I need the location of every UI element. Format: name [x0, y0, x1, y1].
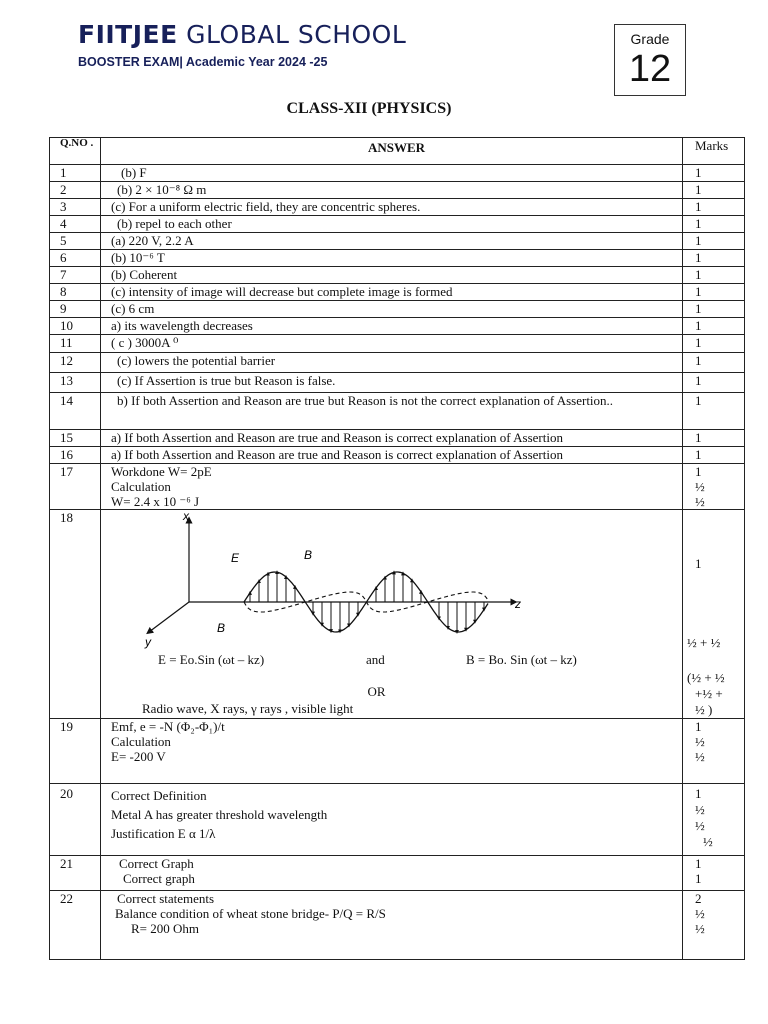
answer-line: Emf, e = -N (Φ₂-Φ₁)/t — [111, 719, 225, 734]
answer-line: Workdone W= 2pE — [111, 464, 212, 479]
answer-cell: (b) repel to each other — [101, 216, 683, 233]
table-row-22 — [50, 891, 745, 960]
table-row — [50, 318, 745, 335]
answer-cell — [101, 784, 683, 856]
marks-line: 1 — [695, 871, 702, 886]
em-wave-diagram — [119, 510, 539, 650]
answer-line: Calculation — [111, 734, 171, 749]
marks-line: ½ — [703, 834, 713, 849]
qno-cell: 10 — [50, 318, 101, 335]
marks-line: ½ — [695, 479, 705, 494]
answer-cell: a) If both Assertion and Reason are true and Reason is correct explanation of Assertion — [101, 430, 683, 447]
answer-cell: (b) 2 × 10⁻⁸ Ω m — [101, 182, 683, 199]
qno-cell: 14 — [50, 393, 101, 430]
qno-cell: 18 — [50, 510, 101, 719]
marks-line: 1 — [695, 556, 702, 571]
answer-cell — [101, 891, 683, 960]
qno-cell: 9 — [50, 301, 101, 318]
table-row-20 — [50, 784, 745, 856]
marks-cell: 1 — [683, 301, 745, 318]
table-row — [50, 165, 745, 182]
answer-cell — [101, 510, 683, 719]
grade-value: 12 — [628, 48, 672, 90]
exam-subtitle: BOOSTER EXAM| Academic Year 2024 -25 — [78, 55, 328, 69]
marks-cell — [683, 719, 745, 784]
marks-cell: 1 — [683, 284, 745, 301]
answer-line: Correct Graph — [119, 856, 194, 871]
b-field-label-bottom: B — [217, 621, 226, 635]
answer-cell: (c) lowers the potential barrier — [101, 353, 683, 373]
qno-cell: 11 — [50, 335, 101, 353]
marks-cell — [683, 891, 745, 960]
header-answer: ANSWER — [101, 138, 683, 165]
e-field-label: E — [231, 551, 240, 565]
marks-cell — [683, 464, 745, 510]
marks-line: ½ — [695, 921, 705, 936]
grade-label: Grade — [630, 31, 670, 47]
y-axis-label: y — [145, 635, 151, 649]
marks-line: ½ — [695, 734, 705, 749]
table-row — [50, 430, 745, 447]
qno-cell: 8 — [50, 284, 101, 301]
marks-cell: 1 — [683, 447, 745, 464]
marks-cell: 1 — [683, 393, 745, 430]
answer-cell: a) its wavelength decreases — [101, 318, 683, 335]
marks-cell: 1 — [683, 430, 745, 447]
answer-cell — [101, 464, 683, 510]
answer-cell: b) If both Assertion and Reason are true but Reason is not the correct explanation of Assertion.. — [101, 393, 683, 430]
answer-line: Justification E α 1/λ — [111, 826, 216, 841]
grade-box — [614, 24, 686, 96]
table-row — [50, 284, 745, 301]
b-field-label-top: B — [304, 548, 313, 562]
answer-cell: (c) intensity of image will decrease but complete image is formed — [101, 284, 683, 301]
school-logo-text: FIITJEE GLOBAL SCHOOL — [78, 20, 407, 49]
marks-line: ½ — [695, 818, 705, 833]
qno-cell: 6 — [50, 250, 101, 267]
marks-cell: 1 — [683, 267, 745, 284]
qno-cell: 13 — [50, 373, 101, 393]
answer-cell: (a) 220 V, 2.2 A — [101, 233, 683, 250]
table-row — [50, 393, 745, 430]
em-wave-figure — [101, 510, 682, 718]
answer-line: Metal A has greater threshold wavelength — [111, 807, 328, 822]
marks-cell: 1 — [683, 165, 745, 182]
marks-cell — [683, 784, 745, 856]
qno-cell: 7 — [50, 267, 101, 284]
marks-cell: 1 — [683, 216, 745, 233]
answer-cell: (b) 10⁻⁶ T — [101, 250, 683, 267]
marks-line: ½ ) — [695, 702, 713, 717]
page-title: CLASS-XII (PHYSICS) — [286, 100, 452, 117]
qno-cell: 2 — [50, 182, 101, 199]
table-row — [50, 182, 745, 199]
marks-line: 1 — [695, 786, 702, 801]
answer-cell: (c) If Assertion is true but Reason is false. — [101, 373, 683, 393]
qno-cell: 15 — [50, 430, 101, 447]
table-row — [50, 447, 745, 464]
answer-line: Correct graph — [123, 871, 195, 886]
table-row — [50, 373, 745, 393]
answer-cell: (b) F — [101, 165, 683, 182]
and-word: and — [366, 652, 385, 667]
marks-line: ½ — [695, 749, 705, 764]
or-text: OR — [367, 684, 386, 699]
table-row — [50, 216, 745, 233]
marks-cell: 1 — [683, 182, 745, 199]
qno-cell: 3 — [50, 199, 101, 216]
answer-line: E= -200 V — [111, 749, 166, 764]
marks-line: +½ + — [695, 686, 723, 701]
marks-line: ½ — [695, 802, 705, 817]
marks-line: (½ + ½ — [687, 670, 725, 685]
table-header-row — [50, 138, 745, 165]
y-axis — [149, 602, 189, 632]
answer-cell — [101, 856, 683, 891]
table-row — [50, 250, 745, 267]
table-row — [50, 199, 745, 216]
qno-cell: 16 — [50, 447, 101, 464]
marks-cell: 1 — [683, 233, 745, 250]
qno-cell: 21 — [50, 856, 101, 891]
qno-cell: 17 — [50, 464, 101, 510]
qno-cell: 5 — [50, 233, 101, 250]
marks-line: 2 — [695, 891, 702, 906]
table-row-21 — [50, 856, 745, 891]
marks-cell: 1 — [683, 335, 745, 353]
table-row-18 — [50, 510, 745, 719]
x-axis-label: x — [183, 510, 189, 523]
answer-cell: ( c ) 3000A ⁰ — [101, 335, 683, 353]
answer-cell: (c) For a uniform electric field, they are concentric spheres. — [101, 199, 683, 216]
qno-cell: 1 — [50, 165, 101, 182]
answer-cell — [101, 719, 683, 784]
table-row — [50, 353, 745, 373]
e-equation: E = Eo.Sin (ωt – kz) — [158, 652, 265, 667]
answer-line: W= 2.4 x 10 ⁻⁶ J — [111, 494, 200, 509]
marks-line: 1 — [695, 856, 702, 871]
answer-cell: a) If both Assertion and Reason are true and Reason is correct explanation of Assertion — [101, 447, 683, 464]
table-row-17 — [50, 464, 745, 510]
b-equation: B = Bo. Sin (ωt – kz) — [466, 652, 577, 667]
table-row — [50, 233, 745, 250]
header-qno: Q.NO . — [50, 138, 101, 165]
table-row-19 — [50, 719, 745, 784]
marks-cell — [683, 510, 745, 719]
marks-line: 1 — [695, 464, 702, 479]
answer-cell: (b) Coherent — [101, 267, 683, 284]
answer-line: Correct statements — [117, 891, 215, 906]
marks-cell: 1 — [683, 199, 745, 216]
marks-cell: 1 — [683, 353, 745, 373]
answer-line: Balance condition of wheat stone bridge- P/Q = R/S — [115, 906, 386, 921]
marks-cell: 1 — [683, 250, 745, 267]
marks-cell: 1 — [683, 373, 745, 393]
qno-cell: 19 — [50, 719, 101, 784]
marks-cell: 1 — [683, 318, 745, 335]
marks-line: ½ — [695, 906, 705, 921]
marks-line: ½ + ½ — [687, 635, 721, 650]
qno-cell: 12 — [50, 353, 101, 373]
table-row — [50, 267, 745, 284]
marks-cell — [683, 856, 745, 891]
marks-line: ½ — [695, 494, 705, 509]
answer-line: Calculation — [111, 479, 171, 494]
answer-table — [49, 137, 745, 960]
z-axis-label: z — [515, 597, 521, 611]
qno-cell: 4 — [50, 216, 101, 233]
header-marks: Marks — [683, 138, 745, 165]
table-row — [50, 335, 745, 353]
answer-line: R= 200 Ohm — [131, 921, 200, 936]
qno-cell: 22 — [50, 891, 101, 960]
wave-list: Radio wave, X rays, γ rays , visible light — [142, 701, 354, 716]
answer-cell: (c) 6 cm — [101, 301, 683, 318]
qno-cell: 20 — [50, 784, 101, 856]
marks-line: 1 — [695, 719, 702, 734]
answer-line: Correct Definition — [111, 788, 207, 803]
table-row — [50, 301, 745, 318]
